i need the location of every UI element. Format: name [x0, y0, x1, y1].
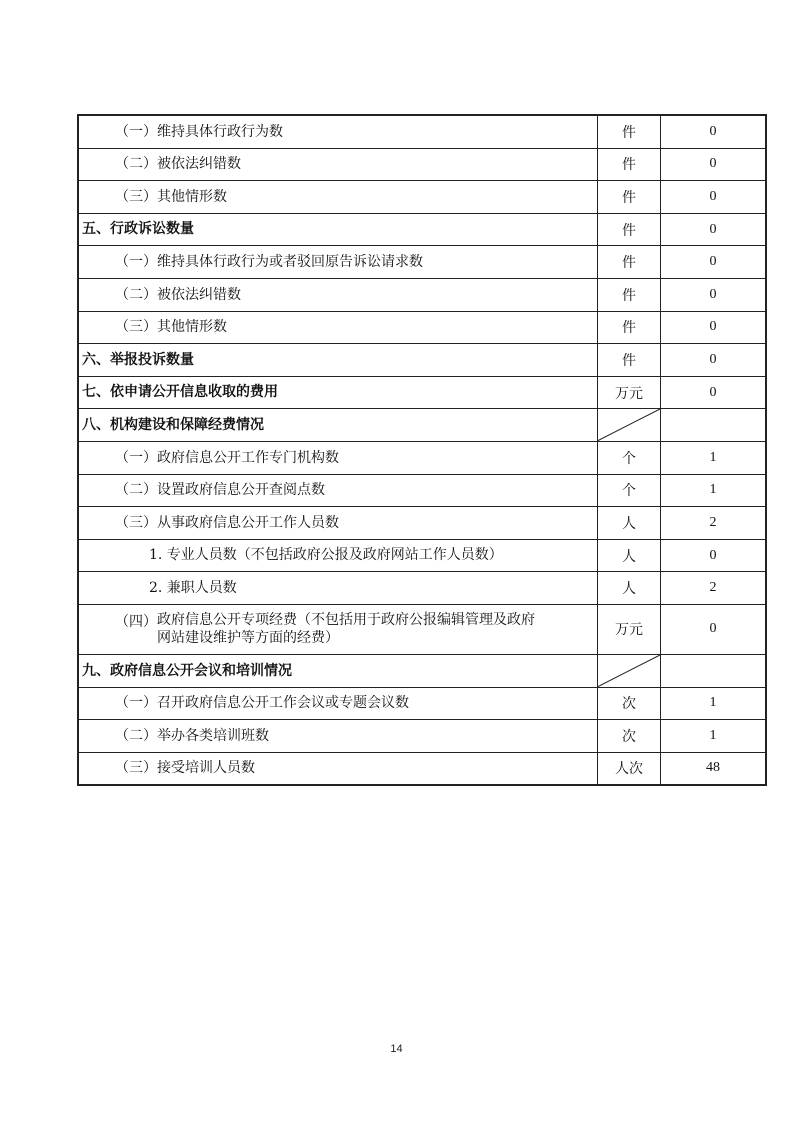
row-value: 48	[661, 752, 767, 785]
table-row-section	[78, 376, 766, 409]
row-label	[78, 604, 598, 654]
section-heading: 五、行政诉讼数量	[78, 213, 598, 246]
table-row	[78, 572, 766, 605]
row-unit: 人	[598, 572, 661, 605]
row-value: 0	[661, 148, 767, 181]
row-value: 2	[661, 507, 767, 540]
row-value: 0	[661, 246, 767, 279]
row-unit: 件	[598, 148, 661, 181]
diagonal-slash-cell	[598, 409, 661, 442]
row-unit: 个	[598, 441, 661, 474]
row-value: 1	[661, 720, 767, 753]
row-label: （二）设置政府信息公开查阅点数	[78, 474, 598, 507]
row-unit: 次	[598, 720, 661, 753]
row-value: 1	[661, 441, 767, 474]
row-unit: 件	[598, 311, 661, 344]
row-value: 1	[661, 474, 767, 507]
row-value: 0	[661, 181, 767, 214]
row-value-empty	[661, 409, 767, 442]
table-row-section	[78, 654, 766, 687]
table-row	[78, 311, 766, 344]
diagonal-slash-icon	[598, 655, 660, 687]
table-row	[78, 604, 766, 654]
table-row	[78, 539, 766, 572]
diagonal-slash-cell	[598, 654, 661, 687]
section-heading: 八、机构建设和保障经费情况	[78, 409, 598, 442]
section-heading: 九、政府信息公开会议和培训情况	[78, 654, 598, 687]
table-row	[78, 278, 766, 311]
row-value: 0	[661, 539, 767, 572]
row-value: 0	[661, 311, 767, 344]
section-heading: 七、依申请公开信息收取的费用	[78, 376, 598, 409]
table-row-section	[78, 344, 766, 377]
row-label: （一）维持具体行政行为或者驳回原告诉讼请求数	[78, 246, 598, 279]
page-number: 14	[390, 1043, 403, 1055]
row-value-empty	[661, 654, 767, 687]
table-row	[78, 441, 766, 474]
row-unit: 件	[598, 344, 661, 377]
row-unit: 人	[598, 507, 661, 540]
table-row	[78, 752, 766, 785]
row-label: 1. 专业人员数（不包括政府公报及政府网站工作人员数）	[78, 539, 598, 572]
table-row	[78, 720, 766, 753]
statistics-table	[77, 114, 767, 786]
row-unit: 件	[598, 213, 661, 246]
table-row	[78, 507, 766, 540]
table-row	[78, 246, 766, 279]
row-label: （二）举办各类培训班数	[78, 720, 598, 753]
section-heading: 六、举报投诉数量	[78, 344, 598, 377]
row-value: 1	[661, 687, 767, 720]
table-row	[78, 687, 766, 720]
row-label: （一）维持具体行政行为数	[78, 115, 598, 148]
row-value: 2	[661, 572, 767, 605]
table-row-section	[78, 409, 766, 442]
row-unit: 件	[598, 181, 661, 214]
row-label: （二）被依法纠错数	[78, 148, 598, 181]
row-unit: 次	[598, 687, 661, 720]
row-unit: 人次	[598, 752, 661, 785]
row-label: 2. 兼职人员数	[78, 572, 598, 605]
row-label: （二）被依法纠错数	[78, 278, 598, 311]
row-label: （一）召开政府信息公开工作会议或专题会议数	[78, 687, 598, 720]
row-unit: 人	[598, 539, 661, 572]
row-label: （三）其他情形数	[78, 311, 598, 344]
row-unit: 万元	[598, 604, 661, 654]
row-label: （三）接受培训人员数	[78, 752, 598, 785]
row-label: （一）政府信息公开工作专门机构数	[78, 441, 598, 474]
row-unit: 万元	[598, 376, 661, 409]
row-value: 0	[661, 344, 767, 377]
row-value: 0	[661, 278, 767, 311]
row-value: 0	[661, 376, 767, 409]
row-unit: 件	[598, 115, 661, 148]
table-row-section	[78, 213, 766, 246]
table-row	[78, 148, 766, 181]
row-value: 0	[661, 115, 767, 148]
table-row	[78, 115, 766, 148]
row-value: 0	[661, 213, 767, 246]
row-value: 0	[661, 604, 767, 654]
table-row	[78, 474, 766, 507]
row-label: （三）从事政府信息公开工作人员数	[78, 507, 598, 540]
row-label: （三）其他情形数	[78, 181, 598, 214]
table-row	[78, 181, 766, 214]
row-unit: 件	[598, 278, 661, 311]
row-label-prefix: （四）	[115, 613, 157, 630]
row-unit: 件	[598, 246, 661, 279]
row-unit: 个	[598, 474, 661, 507]
diagonal-slash-icon	[598, 409, 660, 441]
row-label-body: 政府信息公开专项经费（不包括用于政府公报编辑管理及政府网站建设维护等方面的经费）	[157, 611, 535, 647]
